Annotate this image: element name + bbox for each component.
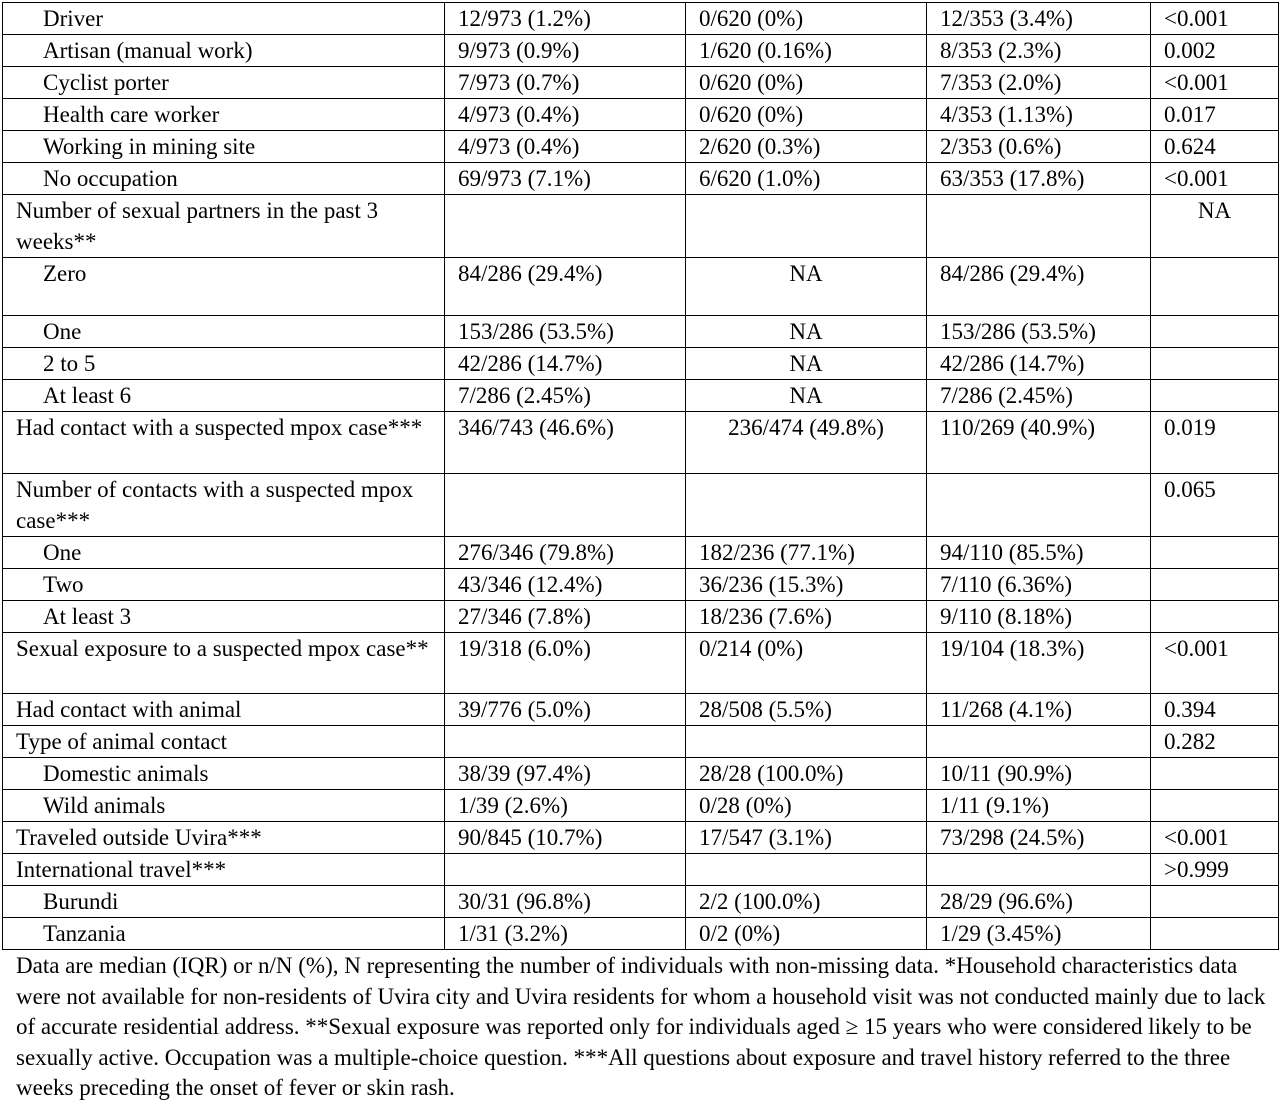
value-cell: 7/110 (6.36%) bbox=[927, 569, 1151, 601]
value-cell: 69/973 (7.1%) bbox=[445, 163, 686, 195]
value-cell bbox=[927, 195, 1151, 258]
value-cell: 9/973 (0.9%) bbox=[445, 35, 686, 67]
table-row bbox=[3, 886, 1279, 918]
value-cell: NA bbox=[686, 258, 927, 316]
row-label: Driver bbox=[3, 3, 445, 35]
value-cell: 30/31 (96.8%) bbox=[445, 886, 686, 918]
value-cell: 39/776 (5.0%) bbox=[445, 694, 686, 726]
row-label: Two bbox=[3, 569, 445, 601]
row-label: Number of contacts with a suspected mpox case*** bbox=[3, 474, 445, 537]
value-cell: 2/2 (100.0%) bbox=[686, 886, 927, 918]
p-value-cell: >0.999 bbox=[1151, 854, 1279, 886]
value-cell: 28/29 (96.6%) bbox=[927, 886, 1151, 918]
value-cell: 0/2 (0%) bbox=[686, 918, 927, 950]
row-label: 2 to 5 bbox=[3, 348, 445, 380]
table-row bbox=[3, 99, 1279, 131]
value-cell: 73/298 (24.5%) bbox=[927, 822, 1151, 854]
table-row bbox=[3, 380, 1279, 412]
p-value-cell: <0.001 bbox=[1151, 633, 1279, 694]
row-label: At least 3 bbox=[3, 601, 445, 633]
table-row bbox=[3, 35, 1279, 67]
value-cell: 4/973 (0.4%) bbox=[445, 131, 686, 163]
value-cell: 11/268 (4.1%) bbox=[927, 694, 1151, 726]
value-cell: 18/236 (7.6%) bbox=[686, 601, 927, 633]
p-value-cell bbox=[1151, 886, 1279, 918]
value-cell: 7/353 (2.0%) bbox=[927, 67, 1151, 99]
row-label: Had contact with animal bbox=[3, 694, 445, 726]
value-cell: 28/28 (100.0%) bbox=[686, 758, 927, 790]
value-cell: 0/214 (0%) bbox=[686, 633, 927, 694]
table-row bbox=[3, 412, 1279, 474]
table-row bbox=[3, 258, 1279, 316]
value-cell: 19/104 (18.3%) bbox=[927, 633, 1151, 694]
p-value-cell: <0.001 bbox=[1151, 163, 1279, 195]
table-row bbox=[3, 474, 1279, 537]
row-label: Domestic animals bbox=[3, 758, 445, 790]
table-row bbox=[3, 633, 1279, 694]
value-cell: 8/353 (2.3%) bbox=[927, 35, 1151, 67]
table-row bbox=[3, 822, 1279, 854]
value-cell: 0/620 (0%) bbox=[686, 3, 927, 35]
table-row bbox=[3, 348, 1279, 380]
row-label: Health care worker bbox=[3, 99, 445, 131]
p-value-cell: 0.002 bbox=[1151, 35, 1279, 67]
value-cell bbox=[927, 474, 1151, 537]
value-cell: 38/39 (97.4%) bbox=[445, 758, 686, 790]
table-row bbox=[3, 163, 1279, 195]
row-label: Zero bbox=[3, 258, 445, 316]
document bbox=[2, 2, 1278, 1104]
value-cell: 346/743 (46.6%) bbox=[445, 412, 686, 474]
value-cell: 153/286 (53.5%) bbox=[927, 316, 1151, 348]
p-value-cell bbox=[1151, 569, 1279, 601]
value-cell bbox=[445, 854, 686, 886]
value-cell: NA bbox=[686, 380, 927, 412]
table-row bbox=[3, 537, 1279, 569]
value-cell: 1/39 (2.6%) bbox=[445, 790, 686, 822]
value-cell: 4/973 (0.4%) bbox=[445, 99, 686, 131]
p-value-cell: 0.624 bbox=[1151, 131, 1279, 163]
table-row bbox=[3, 726, 1279, 758]
p-value-cell bbox=[1151, 348, 1279, 380]
value-cell bbox=[927, 726, 1151, 758]
value-cell: 17/547 (3.1%) bbox=[686, 822, 927, 854]
value-cell: 276/346 (79.8%) bbox=[445, 537, 686, 569]
value-cell bbox=[686, 474, 927, 537]
value-cell: NA bbox=[686, 348, 927, 380]
value-cell: 28/508 (5.5%) bbox=[686, 694, 927, 726]
row-label: Tanzania bbox=[3, 918, 445, 950]
value-cell: 63/353 (17.8%) bbox=[927, 163, 1151, 195]
row-label: No occupation bbox=[3, 163, 445, 195]
row-label: Wild animals bbox=[3, 790, 445, 822]
row-label: One bbox=[3, 537, 445, 569]
value-cell: 1/11 (9.1%) bbox=[927, 790, 1151, 822]
table-row bbox=[3, 316, 1279, 348]
row-label: Traveled outside Uvira*** bbox=[3, 822, 445, 854]
value-cell: 1/29 (3.45%) bbox=[927, 918, 1151, 950]
value-cell: 6/620 (1.0%) bbox=[686, 163, 927, 195]
value-cell: 0/28 (0%) bbox=[686, 790, 927, 822]
value-cell: 1/31 (3.2%) bbox=[445, 918, 686, 950]
table-row bbox=[3, 569, 1279, 601]
value-cell: 1/620 (0.16%) bbox=[686, 35, 927, 67]
table-row bbox=[3, 694, 1279, 726]
value-cell bbox=[686, 726, 927, 758]
value-cell bbox=[445, 474, 686, 537]
row-label: Cyclist porter bbox=[3, 67, 445, 99]
value-cell: 2/353 (0.6%) bbox=[927, 131, 1151, 163]
p-value-cell: 0.394 bbox=[1151, 694, 1279, 726]
row-label: International travel*** bbox=[3, 854, 445, 886]
row-label: Had contact with a suspected mpox case*** bbox=[3, 412, 445, 474]
value-cell: 0/620 (0%) bbox=[686, 67, 927, 99]
table-row bbox=[3, 854, 1279, 886]
value-cell: 0/620 (0%) bbox=[686, 99, 927, 131]
p-value-cell bbox=[1151, 790, 1279, 822]
value-cell: 182/236 (77.1%) bbox=[686, 537, 927, 569]
value-cell: 12/353 (3.4%) bbox=[927, 3, 1151, 35]
value-cell: 7/286 (2.45%) bbox=[927, 380, 1151, 412]
value-cell: 110/269 (40.9%) bbox=[927, 412, 1151, 474]
table-body bbox=[3, 3, 1279, 950]
table-row bbox=[3, 3, 1279, 35]
value-cell: 90/845 (10.7%) bbox=[445, 822, 686, 854]
p-value-cell bbox=[1151, 601, 1279, 633]
value-cell: 19/318 (6.0%) bbox=[445, 633, 686, 694]
value-cell: NA bbox=[686, 316, 927, 348]
value-cell: 236/474 (49.8%) bbox=[686, 412, 927, 474]
value-cell: 12/973 (1.2%) bbox=[445, 3, 686, 35]
table-row bbox=[3, 790, 1279, 822]
p-value-cell: NA bbox=[1151, 195, 1279, 258]
value-cell: 42/286 (14.7%) bbox=[927, 348, 1151, 380]
value-cell bbox=[686, 854, 927, 886]
value-cell bbox=[445, 726, 686, 758]
p-value-cell: <0.001 bbox=[1151, 67, 1279, 99]
value-cell bbox=[445, 195, 686, 258]
value-cell: 94/110 (85.5%) bbox=[927, 537, 1151, 569]
value-cell: 10/11 (90.9%) bbox=[927, 758, 1151, 790]
value-cell: 4/353 (1.13%) bbox=[927, 99, 1151, 131]
p-value-cell: <0.001 bbox=[1151, 822, 1279, 854]
p-value-cell bbox=[1151, 918, 1279, 950]
value-cell: 36/236 (15.3%) bbox=[686, 569, 927, 601]
value-cell: 9/110 (8.18%) bbox=[927, 601, 1151, 633]
value-cell: 7/973 (0.7%) bbox=[445, 67, 686, 99]
p-value-cell: 0.282 bbox=[1151, 726, 1279, 758]
value-cell: 84/286 (29.4%) bbox=[927, 258, 1151, 316]
row-label: At least 6 bbox=[3, 380, 445, 412]
table-row bbox=[3, 195, 1279, 258]
p-value-cell bbox=[1151, 380, 1279, 412]
p-value-cell bbox=[1151, 758, 1279, 790]
table-row bbox=[3, 601, 1279, 633]
table-row bbox=[3, 131, 1279, 163]
row-label: One bbox=[3, 316, 445, 348]
table-footnote: Data are median (IQR) or n/N (%), N representing the number of individuals with non-missing data. *Household characteristics data were not available for non-residents of Uvira city and Uvira residents for whom a household visit was not conducted mainly due to lack of accurate residential address. **Sexual exposure was reported only for individuals aged ≥ 15 years who were considered likely to be sexually active. Occupation was a multiple-choice question. ***All questions about exposure and travel history referred to the three weeks preceding the onset of fever or skin rash. bbox=[16, 953, 1266, 1100]
row-label: Artisan (manual work) bbox=[3, 35, 445, 67]
p-value-cell bbox=[1151, 537, 1279, 569]
value-cell: 7/286 (2.45%) bbox=[445, 380, 686, 412]
p-value-cell: <0.001 bbox=[1151, 3, 1279, 35]
value-cell: 2/620 (0.3%) bbox=[686, 131, 927, 163]
value-cell: 27/346 (7.8%) bbox=[445, 601, 686, 633]
row-label: Sexual exposure to a suspected mpox case** bbox=[3, 633, 445, 694]
p-value-cell: 0.019 bbox=[1151, 412, 1279, 474]
row-label: Number of sexual partners in the past 3 weeks** bbox=[3, 195, 445, 258]
row-label: Burundi bbox=[3, 886, 445, 918]
value-cell: 84/286 (29.4%) bbox=[445, 258, 686, 316]
table-row bbox=[3, 918, 1279, 950]
table-row bbox=[3, 67, 1279, 99]
table-row bbox=[3, 758, 1279, 790]
p-value-cell bbox=[1151, 316, 1279, 348]
row-label: Working in mining site bbox=[3, 131, 445, 163]
value-cell: 153/286 (53.5%) bbox=[445, 316, 686, 348]
value-cell bbox=[927, 854, 1151, 886]
value-cell: 43/346 (12.4%) bbox=[445, 569, 686, 601]
value-cell: 42/286 (14.7%) bbox=[445, 348, 686, 380]
p-value-cell: 0.017 bbox=[1151, 99, 1279, 131]
results-table bbox=[2, 2, 1279, 950]
row-label: Type of animal contact bbox=[3, 726, 445, 758]
p-value-cell: 0.065 bbox=[1151, 474, 1279, 537]
value-cell bbox=[686, 195, 927, 258]
p-value-cell bbox=[1151, 258, 1279, 316]
